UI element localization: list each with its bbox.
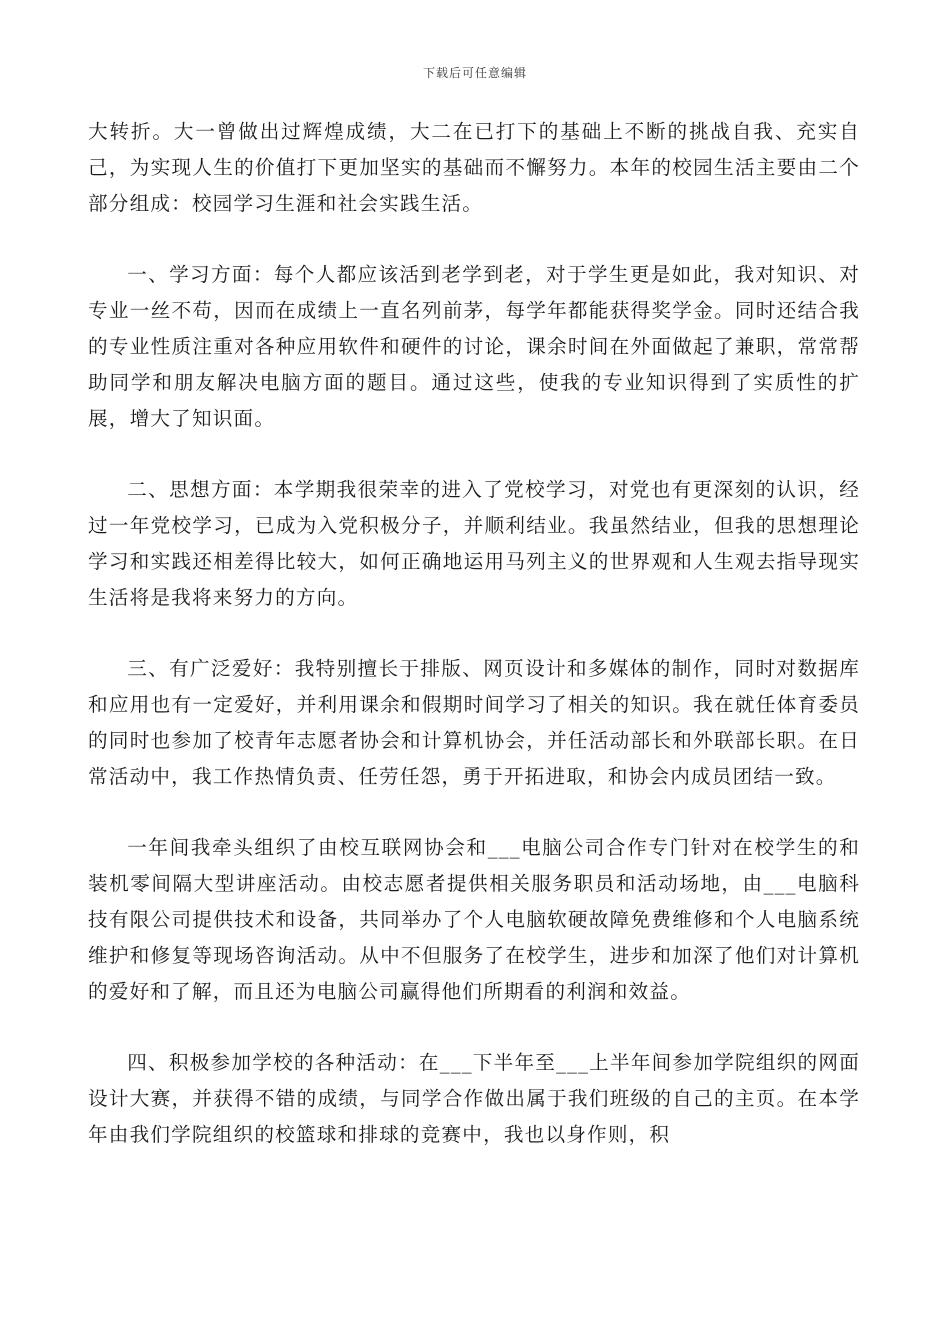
paragraph-1: 大转折。大一曾做出过辉煌成绩，大二在已打下的基础上不断的挑战自我、充实自己，为实现人生的价值打下更加坚实的基础而不懈努力。本年的校园生活主要由二个部分组成：校园学习生涯和社会实践生活。 (88, 120, 860, 215)
paragraph-ideology: 二、思想方面：本学期我很荣幸的进入了党校学习，对党也有更深刻的认识，经过一年党校学习，已成为入党积极分子，并顺利结业。我虽然结业，但我的思想理论学习和实践还相差得比较大，如何正确地运用马列主义的世界观和人生观去指导现实生活将是我将来努力的方向。 (88, 478, 860, 609)
page-header: 下载后可任意编辑 (422, 66, 527, 80)
paragraph-activities: 一年间我牵头组织了由校互联网协会和___电脑公司合作专门针对在校学生的和装机零间隔大型讲座活动。由校志愿者提供相关服务职员和活动场地，由___电脑科技有限公司提供技术和设备，共同举办了个人电脑软硬故障免费维修和个人电脑系统维护和修复等现场咨询活动。从中不但服务了在校学生，进步和加深了他们对计算机的爱好和了解，而且还为电脑公司赢得他们所期看的利润和效益。 (88, 836, 860, 1003)
document-body (88, 114, 860, 1188)
paragraph-study: 一、学习方面：每个人都应该活到老学到老，对于学生更是如此，我对知识、对专业一丝不苟，因而在成绩上一直名列前茅，每学年都能获得奖学金。同时还结合我的专业性质注重对各种应用软件和硬件的讨论，课余时间在外面做起了兼职，常常帮助同学和朋友解决电脑方面的题目。通过这些，使我的专业知识得到了实质性的扩展，增大了知识面。 (88, 263, 860, 430)
paragraph-hobbies: 三、有广泛爱好：我特别擅长于排版、网页设计和多媒体的制作，同时对数据库和应用也有一定爱好，并利用课余和假期时间学习了相关的知识。我在就任体育委员的同时也参加了校青年志愿者协会和计算机协会，并任活动部长和外联部长职。在日常活动中，我工作热情负责、任劳任怨，勇于开拓进取，和协会内成员团结一致。 (88, 657, 860, 788)
paragraph-school-events: 四、积极参加学校的各种活动：在___下半年至___上半年间参加学院组织的网面设计大赛，并获得不错的成绩，与同学合作做出属于我们班级的自己的主页。在本学年由我们学院组织的校篮球和排球的竞赛中，我也以身作则，积 (88, 1051, 860, 1146)
